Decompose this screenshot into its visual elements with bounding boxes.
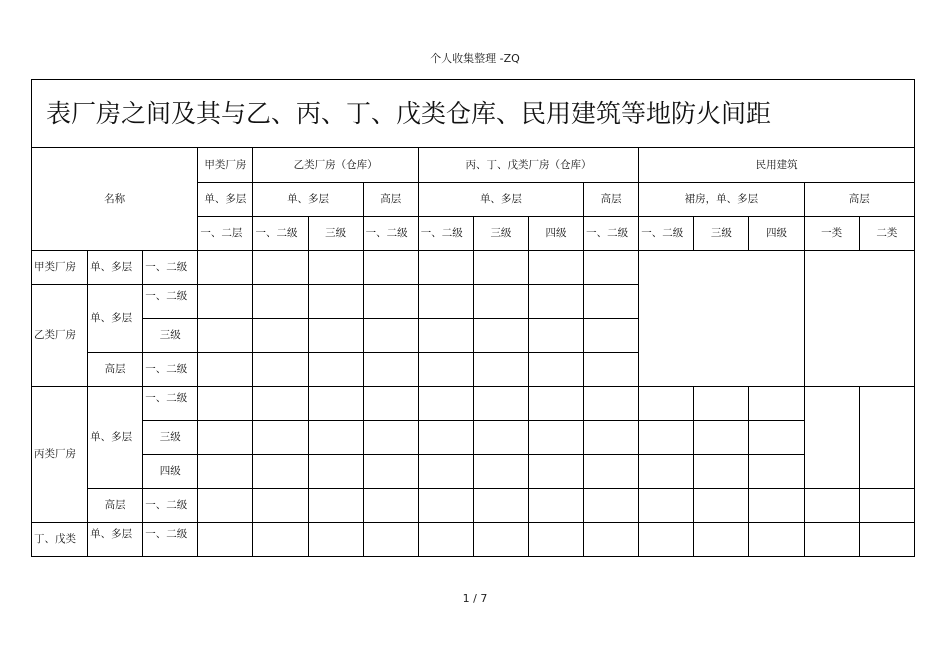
table-cell (529, 319, 584, 353)
table-cell (253, 319, 308, 353)
col-group-civil: 民用建筑 (639, 148, 915, 183)
row-bing-single-g4: 四级 (143, 455, 198, 489)
col-grade-civil-12: 一、二级 (639, 217, 694, 251)
col-grade-civil-class2: 二类 (859, 217, 914, 251)
table-cell (473, 251, 528, 285)
table-cell (639, 421, 694, 455)
col-grade-bing-4: 四级 (529, 217, 584, 251)
col-grade-bing-3: 三级 (473, 217, 528, 251)
col-sub-civil-skirt: 裙房，单、多层 (639, 183, 804, 217)
row-yi-name: 乙类厂房 (32, 285, 88, 387)
table-cell (639, 489, 694, 523)
row-jia-name: 甲类厂房 (32, 251, 88, 285)
merged-blank-class2 (859, 387, 914, 489)
table-cell (363, 353, 418, 387)
col-sub-civil-high: 高层 (804, 183, 914, 217)
table-cell (308, 387, 363, 421)
col-group-bing: 丙、丁、戊类厂房（仓库） (418, 148, 638, 183)
table-cell (804, 523, 859, 557)
table-cell (418, 387, 473, 421)
table-title: 表厂房之间及其与乙、丙、丁、戊类仓库、民用建筑等地防火间距 (32, 80, 915, 148)
table-cell (584, 251, 639, 285)
row-yi-high: 高层 (88, 353, 143, 387)
table-cell (529, 523, 584, 557)
table-cell (308, 353, 363, 387)
table-cell (418, 489, 473, 523)
table-cell (363, 455, 418, 489)
table-cell (198, 251, 253, 285)
table-cell (253, 285, 308, 319)
table-cell (473, 387, 528, 421)
table-cell (308, 455, 363, 489)
col-grade-yi-12: 一、二级 (253, 217, 308, 251)
merged-blank-civil-low (639, 251, 804, 387)
table-cell (308, 489, 363, 523)
col-sub-yi-single: 单、多层 (253, 183, 363, 217)
table-cell (859, 489, 914, 523)
table-cell (529, 353, 584, 387)
table-cell (198, 421, 253, 455)
row-ding-grade: 一、二级 (143, 523, 198, 557)
row-ding-name: 丁、戊类 (32, 523, 88, 557)
col-sub-jia-single: 单、多层 (198, 183, 253, 217)
col-grade-civil-3: 三级 (694, 217, 749, 251)
table-cell (749, 455, 804, 489)
table-cell (584, 387, 639, 421)
col-group-yi: 乙类厂房（仓库） (253, 148, 418, 183)
row-bing-name: 丙类厂房 (32, 387, 88, 523)
table-cell (418, 421, 473, 455)
row-yi-single-g12: 一、二级 (143, 285, 198, 319)
table-cell (529, 285, 584, 319)
col-sub-yi-high: 高层 (363, 183, 418, 217)
table-cell (418, 251, 473, 285)
table-cell (198, 455, 253, 489)
table-cell (308, 285, 363, 319)
table-cell (639, 523, 694, 557)
table-cell (473, 421, 528, 455)
table-cell (473, 455, 528, 489)
table-cell (584, 353, 639, 387)
table-cell (584, 523, 639, 557)
row-bing-single-g3: 三级 (143, 421, 198, 455)
merged-blank-class1 (804, 387, 859, 489)
col-sub-bing-high: 高层 (584, 183, 639, 217)
table-cell (694, 421, 749, 455)
table-cell (198, 285, 253, 319)
row-yi-single-g3: 三级 (143, 319, 198, 353)
row-ding-floors: 单、多层 (88, 523, 143, 557)
row-bing-high-g12: 一、二级 (143, 489, 198, 523)
row-yi-single: 单、多层 (88, 285, 143, 353)
table-cell (198, 489, 253, 523)
table-cell (749, 523, 804, 557)
table-cell (308, 251, 363, 285)
table-cell (473, 489, 528, 523)
col-grade-civil-4: 四级 (749, 217, 804, 251)
table-cell (363, 387, 418, 421)
table-cell (253, 421, 308, 455)
col-grade-yi-3: 三级 (308, 217, 363, 251)
table-cell (363, 251, 418, 285)
table-cell (639, 387, 694, 421)
col-group-jia: 甲类厂房 (198, 148, 253, 183)
page-number: 1 / 7 (462, 592, 488, 605)
table-cell (363, 421, 418, 455)
table-cell (529, 455, 584, 489)
row-jia-grade: 一、二级 (143, 251, 198, 285)
col-grade-yi-high-12: 一、二级 (363, 217, 418, 251)
table-cell (253, 251, 308, 285)
table-cell (198, 523, 253, 557)
table-cell (859, 523, 914, 557)
table-cell (473, 285, 528, 319)
table-cell (694, 455, 749, 489)
col-grade-jia-12: 一、二层 (198, 217, 253, 251)
col-sub-bing-single: 单、多层 (418, 183, 583, 217)
table-cell (198, 353, 253, 387)
table-cell (418, 455, 473, 489)
table-cell (694, 523, 749, 557)
table-cell (694, 387, 749, 421)
table-cell (308, 421, 363, 455)
row-bing-single: 单、多层 (88, 387, 143, 489)
table-cell (473, 319, 528, 353)
table-cell (253, 455, 308, 489)
table-cell (253, 489, 308, 523)
table-cell (198, 319, 253, 353)
table-cell (363, 489, 418, 523)
table-cell (308, 523, 363, 557)
table-cell (418, 285, 473, 319)
table-cell (584, 489, 639, 523)
table-cell (694, 489, 749, 523)
table-cell (584, 285, 639, 319)
row-yi-high-g12: 一、二级 (143, 353, 198, 387)
table-cell (749, 421, 804, 455)
table-cell (529, 421, 584, 455)
table-cell (584, 455, 639, 489)
table-cell (418, 353, 473, 387)
table-cell (308, 319, 363, 353)
table-cell (253, 523, 308, 557)
header-note: 个人收集整理 -ZQ (430, 52, 520, 65)
table-cell (363, 319, 418, 353)
table-cell (529, 251, 584, 285)
table-cell (804, 489, 859, 523)
table-cell (529, 489, 584, 523)
table-cell (253, 387, 308, 421)
col-grade-bing-12: 一、二级 (418, 217, 473, 251)
table-cell (418, 319, 473, 353)
table-cell (749, 489, 804, 523)
table-cell (473, 523, 528, 557)
table-cell (198, 387, 253, 421)
table-cell (529, 387, 584, 421)
table-cell (418, 523, 473, 557)
table-cell (584, 421, 639, 455)
table-cell (639, 455, 694, 489)
col-grade-civil-class1: 一类 (804, 217, 859, 251)
table-cell (363, 285, 418, 319)
table-cell (253, 353, 308, 387)
table-cell (473, 353, 528, 387)
row-bing-high: 高层 (88, 489, 143, 523)
merged-blank-civil-high (804, 251, 914, 387)
row-jia-floors: 单、多层 (88, 251, 143, 285)
corner-label: 名称 (32, 148, 198, 251)
row-bing-single-g12: 一、二级 (143, 387, 198, 421)
table-cell (584, 319, 639, 353)
col-grade-bing-high-12: 一、二级 (584, 217, 639, 251)
table-cell (749, 387, 804, 421)
fire-distance-table (31, 79, 915, 557)
table-cell (363, 523, 418, 557)
